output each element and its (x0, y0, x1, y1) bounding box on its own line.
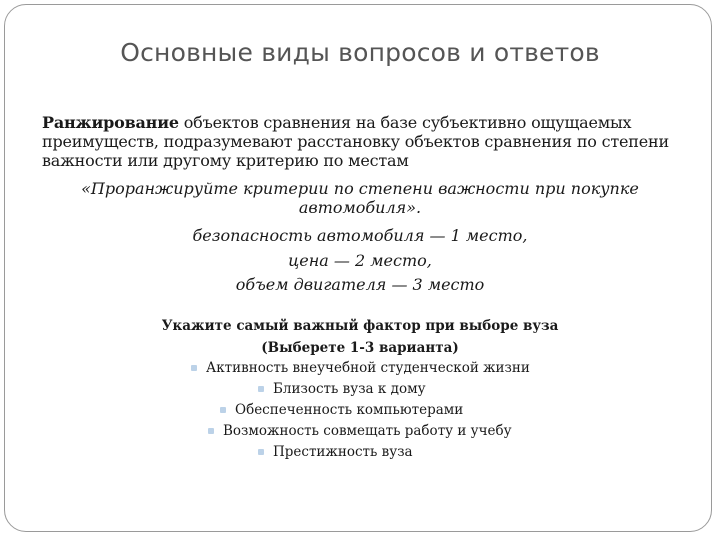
option-item (191, 360, 530, 376)
example-line: безопасность автомобиля — 1 место, (192, 226, 528, 245)
option-item (258, 381, 426, 397)
slide-title: Основные виды вопросов и ответов (120, 38, 600, 67)
bullet-icon (191, 365, 197, 371)
question-subtitle: (Выберете 1-3 варианта) (261, 340, 459, 356)
question-title: Укажите самый важный фактор при выборе вуза (161, 318, 559, 334)
bullet-icon (220, 407, 226, 413)
option-item (220, 402, 463, 418)
option-label: Активность внеучебной студенческой жизни (206, 360, 530, 376)
bullet-icon (258, 386, 264, 392)
bullet-icon (208, 428, 214, 434)
definition-term: Ранжирование (42, 113, 179, 132)
definition-text: объектов сравнения на базе субъективно ощущаемых преимуществ, подразумевают расстановку объектов сравнения по степени важности или другому критерию по местам (42, 113, 669, 170)
option-item (258, 444, 413, 460)
option-label: Обеспеченность компьютерами (235, 402, 464, 418)
example-quote: «Проранжируйте критерии по степени важности при покупке автомобиля». (81, 179, 639, 217)
definition-paragraph (42, 113, 682, 170)
example-line: объем двигателя — 3 место (235, 275, 485, 294)
example-line: цена — 2 место, (288, 251, 432, 270)
option-label: Престижность вуза (273, 444, 413, 460)
option-label: Близость вуза к дому (273, 381, 426, 397)
bullet-icon (258, 449, 264, 455)
option-label: Возможность совмещать работу и учебу (223, 423, 512, 439)
option-item (208, 423, 512, 439)
